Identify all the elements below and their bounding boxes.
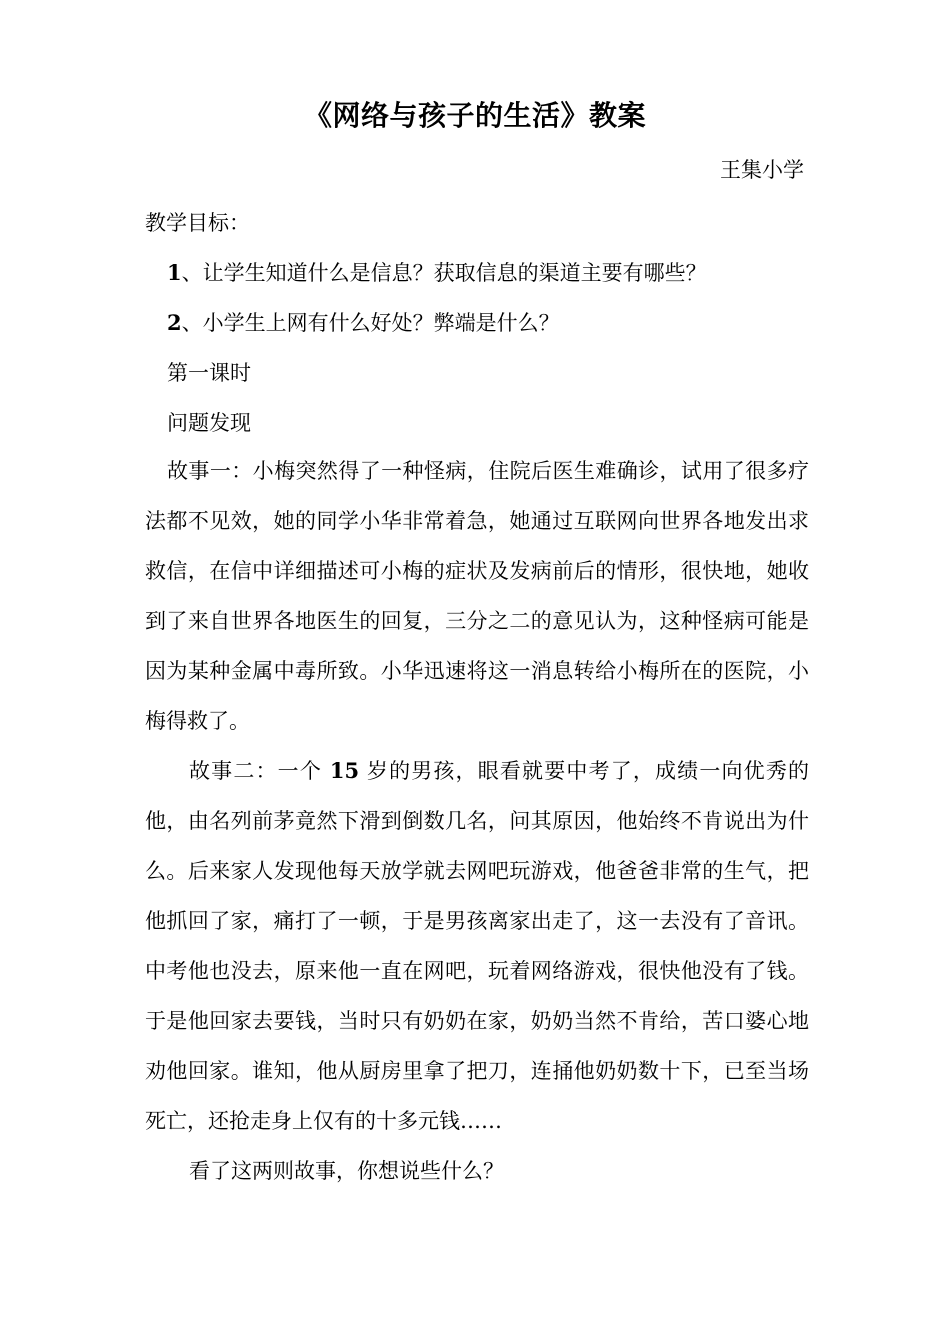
lesson-label: 第一课时 (167, 361, 251, 385)
story-two-paragraph (145, 746, 809, 1146)
goal-text: 、让学生知道什么是信息？获取信息的渠道主要有哪些？ (181, 261, 707, 285)
teaching-goal-2 (145, 298, 809, 348)
story-two-age: 15 (329, 758, 360, 783)
goal-number: 1 (167, 260, 182, 285)
section-heading-teaching-goals: 教学目标： (145, 211, 250, 235)
document-title: 《网络与孩子的生活》教案 (303, 99, 646, 132)
story-one-paragraph: 故事一：小梅突然得了一种怪病，住院后医生难确诊，试用了很多疗法都不见效，她的同学小华非常着急，她通过互联网向世界各地发出求救信，在信中详细描述可小梅的症状及发病前后的情形，很快地，她收到了来自世界各地医生的回复，三分之二的意见认为，这种怪病可能是因为某种金属中毒所致。小华迅速将这一消息转给小梅所在的医院，小梅得救了。 (145, 459, 809, 733)
document-author: 王集小学 (720, 158, 804, 182)
story-two-body: 岁的男孩，眼看就要中考了，成绩一向优秀的他，由名列前茅竟然下滑到倒数几名，问其原因，他始终不肯说出为什么。后来家人发现他每天放学就去网吧玩游戏，他爸爸非常的生气，把他抓回了家，痛打了一顿，于是男孩离家出走了，这一去没有了音讯。中考他也没去，原来他一直在网吧，玩着网络游戏，很快他没有了钱。于是他回家去要钱，当时只有奶奶在家，奶奶当然不肯给，苦口婆心地劝他回家。谁知，他从厨房里拿了把刀，连捅他奶奶数十下，已至当场死亡，还抢走身上仅有的十多元钱…… (145, 759, 809, 1133)
goal-text: 、小学生上网有什么好处？弊端是什么？ (181, 311, 560, 335)
teaching-goal-1 (145, 248, 809, 298)
problem-discovery-label: 问题发现 (167, 411, 251, 435)
goal-number: 2 (167, 310, 182, 335)
story-two-prefix: 故事二：一个 (189, 759, 322, 783)
closing-question: 看了这两则故事，你想说些什么？ (189, 1159, 504, 1183)
